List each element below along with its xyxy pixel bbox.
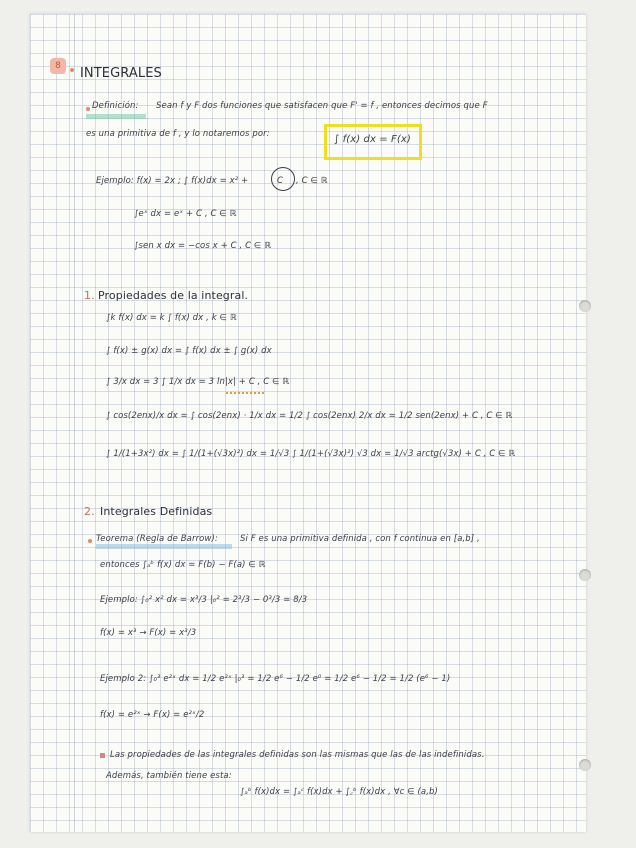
note-bullet [100, 753, 105, 758]
margin-line [74, 14, 75, 832]
definite-example-1-function: f(x) = x³ → F(x) = x³/3 [100, 628, 197, 638]
example-1-constant: C [277, 176, 284, 186]
section-2-number: 2. [84, 505, 95, 518]
property-3: ∫ 3/x dx = 3 ∫ 1/x dx = 3 ln|x| + C , C ∈ ℝ [106, 377, 290, 387]
punch-hole [579, 300, 591, 312]
definition-dot [86, 107, 90, 111]
title-dot [70, 68, 74, 72]
definition-formula: ∫ f(x) dx = F(x) [334, 134, 411, 145]
property-1: ∫k f(x) dx = k ∫ f(x) dx , k ∈ ℝ [106, 313, 237, 323]
definite-example-2: Ejemplo 2: ∫₀³ e²ˣ dx = 1/2 e²ˣ |₀³ = 1/2 e⁶ − 1/2 e⁰ = 1/2 e⁶ − 1/2 = 1/2 (e⁶ − 1) [100, 674, 451, 684]
theorem-highlight [96, 544, 232, 549]
note-formula: ∫ₐᵇ f(x)dx = ∫ₐᶜ f(x)dx + ∫꜀ᵇ f(x)dx , ∀c ∈ (a,b) [240, 787, 438, 797]
definite-example-2-function: f(x) = e²ˣ → F(x) = e²ˣ/2 [100, 710, 205, 720]
example-1-domain: , C ∈ ℝ [296, 176, 328, 186]
section-1-number: 1. [84, 289, 95, 302]
theorem-line-2: entonces ∫ₐᵇ f(x) dx = F(b) − F(a) ∈ ℝ [100, 560, 266, 570]
property-5: ∫ 1/(1+3x²) dx = ∫ 1/(1+(√3x)²) dx = 1/√3 ∫ 1/(1+(√3x)²) √3 dx = 1/√3 arctg(√3x) + C , C ∈ ℝ [106, 449, 516, 459]
definition-highlight [86, 114, 146, 119]
property-2: ∫ f(x) ± g(x) dx = ∫ f(x) dx ± ∫ g(x) dx [106, 346, 272, 356]
definition-line-1: Sean f y F dos funciones que satisfacen que F' = f , entonces decimos que F [156, 101, 488, 111]
theorem-line-1: Si F es una primitiva definida , con f continua en [a,b] , [240, 534, 480, 544]
definite-example-1: Ejemplo: ∫₀² x² dx = x³/3 |₀² = 2³/3 − 0³/3 = 8/3 [100, 595, 308, 605]
example-3: ∫sen x dx = −cos x + C , C ∈ ℝ [134, 241, 272, 251]
property-4: ∫ cos(2enx)/x dx = ∫ cos(2enx) · 1/x dx = 1/2 ∫ cos(2enx) 2/x dx = 1/2 sen(2enx) + C , C ∈ ℝ [106, 411, 513, 421]
section-2-title: Integrales Definidas [100, 505, 213, 518]
section-1-title: Propiedades de la integral. [98, 289, 249, 302]
definition-line-2: es una primitiva de f , y lo notaremos por: [86, 129, 270, 139]
note-line-2: Además, también tiene esta: [106, 771, 232, 781]
note-line-1: Las propiedades de las integrales definidas son las mismas que las de las indefinidas. [110, 750, 485, 760]
punch-hole [579, 759, 591, 771]
section-number-badge: 8 [50, 58, 66, 74]
example-1: Ejemplo: f(x) = 2x ; ∫ f(x)dx = x² + [96, 176, 249, 186]
theorem-dot [88, 539, 92, 543]
definition-label: Definición: [92, 101, 139, 111]
page-title: INTEGRALES [80, 66, 162, 81]
squiggle-underline [226, 390, 264, 394]
punch-hole [579, 569, 591, 581]
theorem-label: Teorema (Regla de Barrow): [96, 534, 218, 544]
example-2: ∫eˣ dx = eˣ + C , C ∈ ℝ [134, 209, 237, 219]
